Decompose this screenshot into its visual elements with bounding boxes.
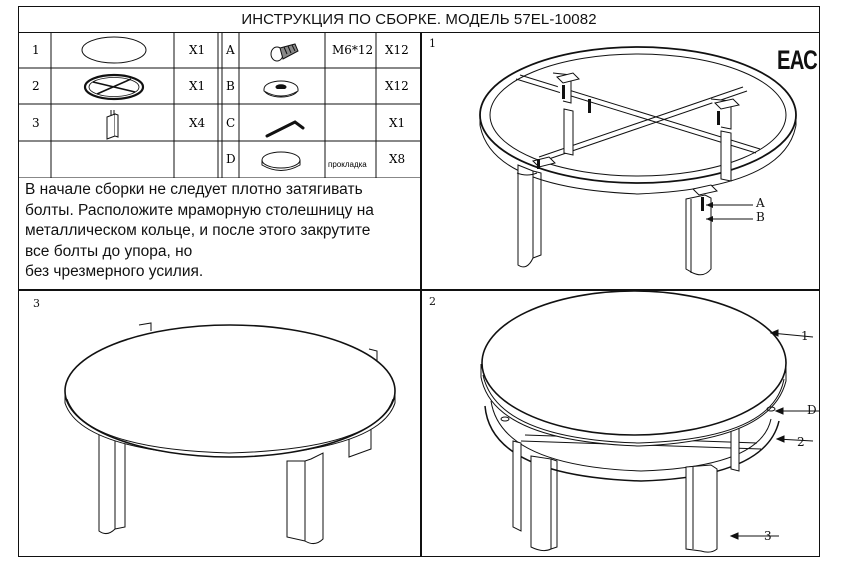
step-2-number: 2 (429, 295, 436, 308)
instruction-sheet (18, 6, 820, 557)
part-qty-1: X1 (189, 43, 206, 57)
part-qty-2: X1 (189, 79, 206, 93)
instruction-line: болты. Расположите мраморную столешницу на (25, 201, 374, 219)
step-3-number: 3 (33, 297, 40, 310)
hardware-qty-c: X1 (389, 116, 406, 130)
bolt-icon (271, 44, 298, 61)
hardware-letter-d: D (226, 152, 236, 166)
leg-icon (107, 110, 118, 139)
part-number-2: 2 (32, 79, 40, 93)
step-1-drawing (421, 33, 819, 289)
hex-key-icon (267, 122, 303, 136)
assembly-instructions (25, 180, 420, 283)
hardware-letter-a: A (226, 43, 235, 57)
parts-table (19, 32, 420, 178)
callout-3: 3 (764, 529, 772, 543)
step-1-number: 1 (429, 37, 436, 50)
instruction-line: В начале сборки не следует плотно затягивать (25, 181, 363, 198)
hardware-spec-d: прокладка (328, 160, 367, 169)
hardware-qty-d: X8 (389, 152, 406, 166)
washer-icon (264, 81, 298, 97)
hardware-qty-a: X12 (385, 43, 409, 57)
instruction-line: все болты до упора, но (25, 242, 193, 260)
callout-1: 1 (801, 329, 809, 343)
hardware-letter-b: B (226, 79, 235, 93)
parts-table-grid (19, 32, 420, 178)
instruction-line: без чрезмерного усилия. (25, 263, 204, 280)
page-title: ИНСТРУКЦИЯ ПО СБОРКЕ. МОДЕЛЬ 57EL-10082 (19, 7, 819, 33)
metal-ring-frame-icon (85, 75, 143, 99)
hardware-qty-b: X12 (385, 79, 409, 93)
step-3-drawing (19, 291, 419, 556)
step-2-drawing (421, 291, 819, 556)
callout-a: A (756, 196, 765, 210)
callout-d: D (807, 403, 817, 417)
part-qty-3: X4 (189, 116, 206, 130)
part-number-3: 3 (32, 116, 40, 130)
part-number-1: 1 (32, 43, 40, 57)
tabletop-disc-icon (82, 37, 146, 63)
callout-2: 2 (797, 435, 805, 449)
eac-certification-mark: ЕАС (777, 45, 818, 75)
instruction-line: металлическом кольце, и после этого закрутите (25, 222, 371, 239)
pad-icon (262, 152, 300, 171)
hardware-spec-a: M6*12 (332, 43, 374, 57)
callout-b: B (756, 210, 765, 224)
hardware-letter-c: C (226, 116, 236, 130)
